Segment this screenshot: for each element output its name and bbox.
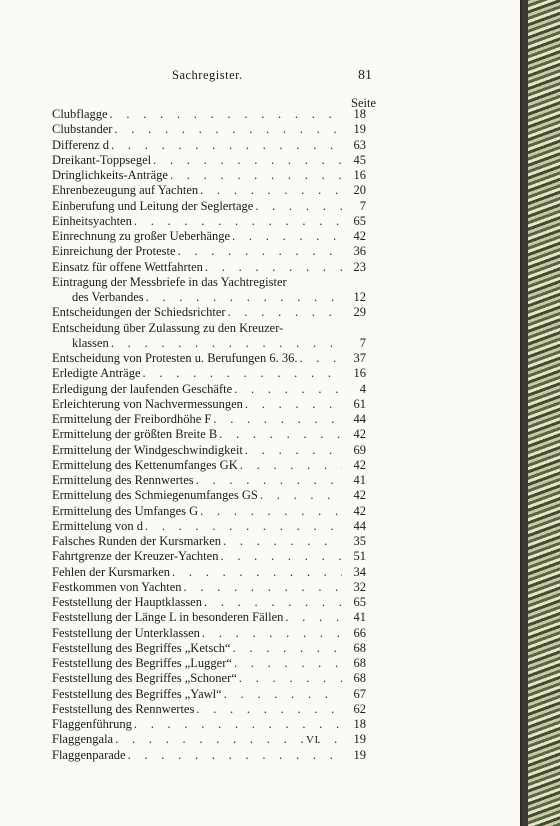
index-term: Clubstander	[52, 122, 113, 137]
index-page-number: 20	[353, 183, 366, 198]
index-page-number: 42	[353, 427, 366, 442]
index-entry	[52, 687, 366, 702]
index-term: Ermittelung des Schmiegenumfanges GS	[52, 488, 258, 503]
leader-dots	[172, 565, 342, 580]
index-term: Ermittelung des Rennwertes	[52, 473, 194, 487]
index-entry	[52, 275, 366, 306]
leader-dots	[239, 671, 342, 686]
index-term: Entscheidung von Protesten u. Berufungen 6. 36.	[52, 351, 298, 365]
index-entry	[52, 443, 366, 458]
leader-dots	[111, 138, 342, 153]
leader-dots	[285, 610, 342, 625]
index-page-number: 42	[353, 229, 366, 243]
leader-dots	[134, 214, 342, 229]
index-entry	[52, 305, 366, 320]
index-entry	[52, 534, 366, 549]
index-term: Flaggengala	[52, 732, 114, 747]
index-page-number: 68	[353, 671, 366, 686]
index-entry	[52, 656, 366, 671]
index-page-number: 12	[353, 290, 366, 304]
index-entry	[52, 366, 366, 381]
index-page-number: 61	[353, 396, 366, 411]
leader-dots	[205, 260, 342, 275]
leader-dots	[299, 351, 342, 366]
index-term-continuation: klassen	[72, 335, 109, 350]
index-page-number: 63	[353, 137, 366, 152]
leader-dots	[196, 473, 342, 488]
index-page-number: 45	[353, 152, 366, 167]
index-page-number: 44	[353, 412, 366, 426]
index-page-number: 16	[353, 366, 366, 381]
index-page-number: 36	[353, 244, 366, 259]
index-term: Clubflagge	[52, 107, 108, 121]
index-entry	[52, 671, 366, 686]
leader-dots	[196, 702, 342, 717]
index-entry	[52, 519, 366, 534]
index-term: Feststellung der Unterklassen	[52, 625, 200, 640]
leader-dots	[228, 305, 342, 320]
leader-dots	[213, 412, 342, 427]
index-page-number: 35	[353, 534, 366, 548]
index-entry	[52, 610, 366, 625]
index-term: Feststellung des Begriffes „Ketsch“	[52, 640, 231, 655]
index-entry	[52, 138, 366, 153]
index-term: Einheitsyachten	[52, 213, 132, 228]
index-entry	[52, 244, 366, 259]
index-entry	[52, 351, 366, 366]
index-term: Feststellung des Rennwertes	[52, 701, 195, 716]
index-entry	[52, 595, 366, 610]
index-entry	[52, 626, 366, 641]
leader-dots	[219, 427, 342, 442]
index-entry	[52, 717, 366, 732]
index-term: Ermittelung des Kettenumfanges GK	[52, 457, 238, 472]
index-term: Flaggenführung	[52, 717, 132, 731]
index-page-number: 65	[353, 213, 366, 228]
index-page-number: 44	[353, 518, 366, 533]
index-term: Feststellung des Begriffes „Lugger“	[52, 656, 232, 670]
index-entry	[52, 488, 366, 503]
index-page-number: 65	[353, 595, 366, 609]
index-entry	[52, 183, 366, 198]
index-term: Ermittelung der größten Breite B	[52, 427, 218, 442]
page-title: Sachregister.	[172, 68, 243, 82]
index-page-number: 18	[353, 107, 366, 121]
index-term: Flaggenparade	[52, 747, 126, 762]
index-term: Falsches Runden der Kursmarken	[52, 534, 222, 548]
page-column-label: Seite	[351, 96, 376, 110]
index-term: Fahrtgrenze der Kreuzer-Yachten	[52, 549, 219, 564]
leader-dots	[234, 656, 342, 671]
index-term: Ermittelung der Freibordhöhe F	[52, 412, 212, 426]
index-term: Ermittelung von d	[52, 518, 143, 533]
index-term: Einsatz für offene Wettfahrten	[52, 259, 203, 274]
index-term: Erledigte Anträge	[52, 366, 141, 381]
leader-dots	[111, 336, 342, 351]
index-entry	[52, 748, 366, 763]
leader-dots	[146, 290, 342, 305]
index-page-number: 7	[359, 335, 366, 350]
binding-shadow	[522, 0, 528, 826]
index-page-number: 69	[353, 442, 366, 457]
leader-dots	[134, 717, 342, 732]
index-entry	[52, 702, 366, 717]
signature-mark: VI	[306, 734, 319, 746]
index-page-number: 16	[353, 168, 366, 182]
index-term: Fehlen der Kursmarken	[52, 564, 171, 579]
leader-dots	[233, 641, 342, 656]
leader-dots	[110, 107, 342, 122]
index-entry	[52, 397, 366, 412]
leader-dots	[114, 122, 342, 137]
index-entry	[52, 641, 366, 656]
index-page-number: 51	[353, 549, 366, 564]
index-term: Erledigung der laufenden Geschäfte	[52, 381, 233, 396]
index-entry	[52, 168, 366, 183]
index-term: Feststellung des Begriffes „Schoner“	[52, 671, 237, 686]
index-entry	[52, 473, 366, 488]
index-entry	[52, 580, 366, 595]
index-entry	[52, 504, 366, 519]
leader-dots	[178, 244, 342, 259]
index-term: Einrechnung zu großer Ueberhänge	[52, 229, 231, 243]
index-page-number: 4	[359, 381, 366, 396]
leader-dots	[240, 458, 342, 473]
leader-dots	[224, 687, 342, 702]
leader-dots	[184, 580, 342, 595]
index-page-number: 66	[353, 625, 366, 640]
index-term: Einberufung und Leitung der Seglertage	[52, 198, 254, 213]
index-term: Festkommen von Yachten	[52, 579, 182, 594]
index-term-continuation: des Verbandes	[72, 290, 144, 304]
index-term: Erleichterung von Nachvermessungen	[52, 396, 243, 411]
index-page-number: 18	[353, 717, 366, 731]
index-entry	[52, 549, 366, 564]
leader-dots	[245, 443, 342, 458]
index-entry	[52, 260, 366, 275]
index-term: Ehrenbezeugung auf Yachten	[52, 183, 199, 198]
index-entry	[52, 412, 366, 427]
running-header	[172, 68, 372, 84]
index-page-number: 41	[353, 473, 366, 487]
index-page-number: 41	[353, 610, 366, 625]
index-entry	[52, 321, 366, 352]
index-entry	[52, 107, 366, 122]
index-term: Dreikant-Toppsegel	[52, 152, 152, 167]
index-term: Ermittelung der Windgeschwindigkeit	[52, 442, 243, 457]
index-page-number: 37	[353, 351, 366, 365]
leader-dots	[255, 199, 342, 214]
leader-dots	[223, 534, 342, 549]
index-page-number: 19	[353, 732, 366, 747]
index-entry	[52, 565, 366, 580]
index-term: Entscheidungen der Schiedsrichter	[52, 305, 226, 320]
leader-dots	[200, 504, 342, 519]
index-term: Dringlichkeits-Anträge	[52, 168, 168, 182]
index-page-number: 42	[353, 488, 366, 503]
index-entry	[52, 122, 366, 137]
leader-dots	[128, 748, 342, 763]
leader-dots	[170, 168, 342, 183]
index-page-number: 68	[353, 640, 366, 655]
leader-dots	[260, 488, 342, 503]
index-term: Ermittelung des Umfanges G	[52, 503, 199, 518]
index-page-number: 34	[353, 564, 366, 579]
index-entry	[52, 214, 366, 229]
index-page-number: 42	[353, 503, 366, 518]
index-entry	[52, 458, 366, 473]
leader-dots	[143, 366, 342, 381]
index-page-number: 19	[353, 122, 366, 137]
index-term: Entscheidung über Zulassung zu den Kreuzer-	[52, 320, 284, 335]
leader-dots	[220, 549, 342, 564]
index-page-number: 32	[353, 579, 366, 594]
index-page-number: 23	[353, 259, 366, 274]
index-term: Einreichung der Proteste	[52, 244, 176, 259]
index-term: Feststellung der Länge L in besonderen Fällen	[52, 610, 284, 625]
index-page-number: 42	[353, 457, 366, 472]
leader-dots	[234, 382, 342, 397]
index-page-number: 67	[353, 686, 366, 701]
index-term: Differenz d	[52, 137, 110, 152]
page-number: 81	[358, 68, 372, 83]
leader-dots	[245, 397, 342, 412]
leader-dots	[232, 229, 342, 244]
index-page-number: 29	[353, 305, 366, 320]
index-term: Eintragung der Messbriefe in das Yachtregister	[52, 274, 287, 289]
index-entry	[52, 229, 366, 244]
subject-index-list	[52, 107, 366, 763]
index-page-number: 62	[353, 701, 366, 716]
index-term: Feststellung des Begriffes „Yawl“	[52, 686, 222, 701]
index-entry	[52, 382, 366, 397]
leader-dots	[202, 626, 342, 641]
index-page-number: 19	[353, 747, 366, 762]
leader-dots	[204, 595, 342, 610]
leader-dots	[145, 519, 342, 534]
index-entry	[52, 199, 366, 214]
index-page-number: 7	[359, 198, 366, 213]
leader-dots	[153, 153, 342, 168]
index-page-number: 68	[353, 656, 366, 670]
index-entry	[52, 732, 366, 747]
leader-dots	[200, 183, 342, 198]
book-binding-edge	[520, 0, 560, 826]
index-entry	[52, 427, 366, 442]
index-term: Feststellung der Hauptklassen	[52, 595, 202, 609]
index-entry	[52, 153, 366, 168]
